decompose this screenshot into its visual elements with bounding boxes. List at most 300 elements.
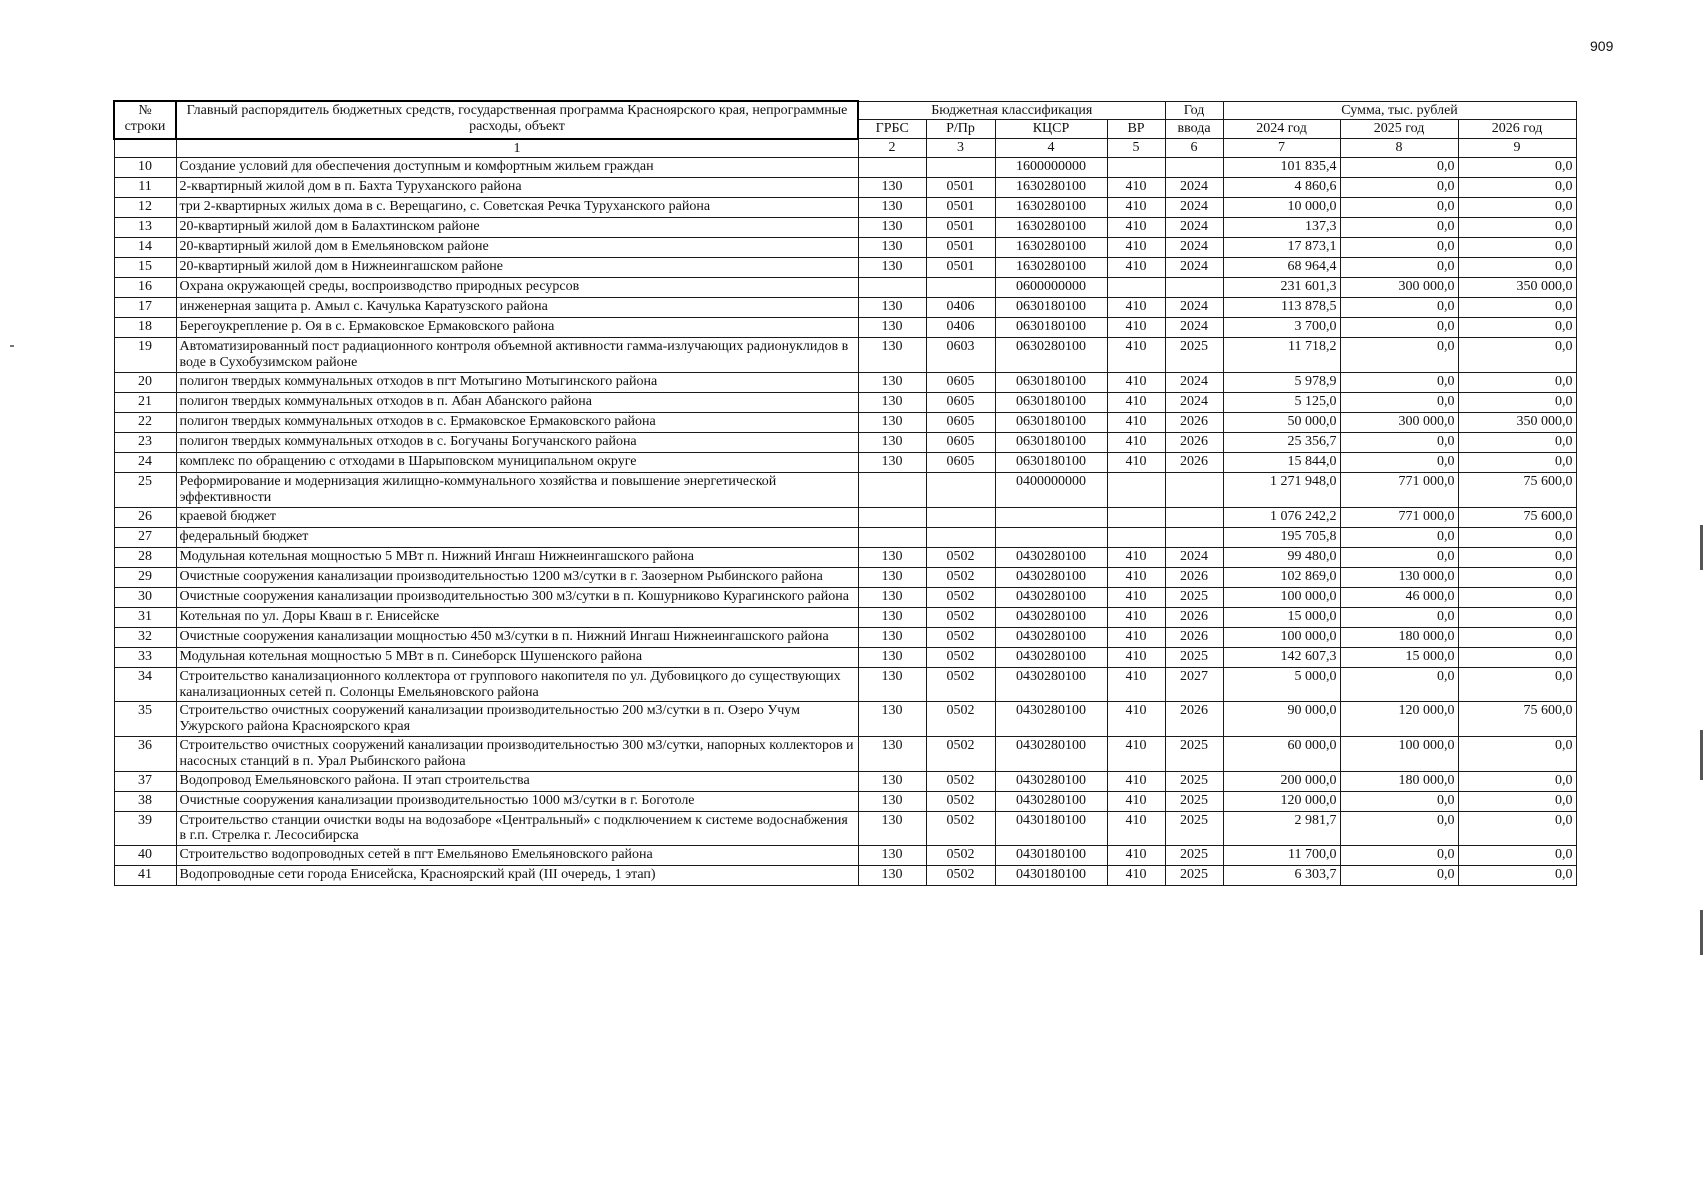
col-num-8: 8	[1340, 139, 1458, 158]
page-number: 909	[1590, 38, 1614, 54]
object-name: Очистные сооружения канализации мощностью 450 м3/сутки в п. Нижний Ингаш Нижнеингашского района	[176, 627, 858, 647]
row-number: 15	[114, 258, 176, 278]
sum-2024: 68 964,4	[1223, 258, 1340, 278]
table-row	[114, 507, 1576, 527]
commission-year: 2027	[1165, 667, 1223, 702]
grbs-code	[858, 158, 926, 178]
row-number: 22	[114, 413, 176, 433]
vr-code: 410	[1107, 453, 1165, 473]
sum-2026: 0,0	[1458, 607, 1576, 627]
commission-year: 2025	[1165, 338, 1223, 373]
sum-2025: 0,0	[1340, 811, 1458, 846]
vr-code: 410	[1107, 338, 1165, 373]
row-number: 30	[114, 587, 176, 607]
col-num-1: 1	[176, 139, 858, 158]
sum-2025: 180 000,0	[1340, 771, 1458, 791]
table-row	[114, 278, 1576, 298]
kcsr-code: 0430280100	[995, 771, 1107, 791]
kcsr-code: 1630280100	[995, 238, 1107, 258]
grbs-code	[858, 507, 926, 527]
rpr-code: 0501	[926, 198, 995, 218]
commission-year: 2025	[1165, 587, 1223, 607]
kcsr-code: 1630280100	[995, 218, 1107, 238]
grbs-code: 130	[858, 453, 926, 473]
grbs-code	[858, 473, 926, 508]
col-num-9: 9	[1458, 139, 1576, 158]
rpr-code: 0502	[926, 791, 995, 811]
commission-year: 2024	[1165, 318, 1223, 338]
sum-2025: 0,0	[1340, 527, 1458, 547]
sum-2026: 350 000,0	[1458, 278, 1576, 298]
header-budget-classification: Бюджетная классификация	[858, 101, 1165, 120]
grbs-code: 130	[858, 318, 926, 338]
row-number: 27	[114, 527, 176, 547]
object-name: 20-квартирный жилой дом в Емельяновском районе	[176, 238, 858, 258]
commission-year	[1165, 507, 1223, 527]
vr-code	[1107, 278, 1165, 298]
sum-2026: 75 600,0	[1458, 473, 1576, 508]
header-name: Главный распорядитель бюджетных средств, государственная программа Красноярского края, непрограммные расходы, объект	[176, 101, 858, 139]
sum-2025: 0,0	[1340, 393, 1458, 413]
grbs-code: 130	[858, 647, 926, 667]
sum-2024: 90 000,0	[1223, 702, 1340, 737]
sum-2025: 0,0	[1340, 607, 1458, 627]
vr-code: 410	[1107, 771, 1165, 791]
object-name: Водопроводные сети города Енисейска, Красноярский край (III очередь, 1 этап)	[176, 866, 858, 886]
rpr-code: 0605	[926, 453, 995, 473]
sum-2026: 0,0	[1458, 587, 1576, 607]
row-number: 33	[114, 647, 176, 667]
commission-year: 2026	[1165, 433, 1223, 453]
table-row	[114, 338, 1576, 373]
rpr-code: 0502	[926, 547, 995, 567]
scan-edge-mark	[1700, 525, 1703, 570]
object-name: Создание условий для обеспечения доступным и комфортным жильем граждан	[176, 158, 858, 178]
rpr-code: 0605	[926, 373, 995, 393]
grbs-code: 130	[858, 866, 926, 886]
commission-year: 2026	[1165, 567, 1223, 587]
commission-year: 2025	[1165, 791, 1223, 811]
table-row	[114, 198, 1576, 218]
header-2025: 2025 год	[1340, 120, 1458, 139]
vr-code: 410	[1107, 791, 1165, 811]
kcsr-code: 1630280100	[995, 198, 1107, 218]
rpr-code: 0501	[926, 258, 995, 278]
grbs-code: 130	[858, 811, 926, 846]
kcsr-code	[995, 507, 1107, 527]
rpr-code: 0406	[926, 318, 995, 338]
sum-2025: 0,0	[1340, 547, 1458, 567]
kcsr-code: 0630180100	[995, 413, 1107, 433]
sum-2026: 0,0	[1458, 393, 1576, 413]
table-row	[114, 607, 1576, 627]
object-name: Берегоукрепление р. Оя в с. Ермаковское Ермаковского района	[176, 318, 858, 338]
sum-2026: 0,0	[1458, 318, 1576, 338]
commission-year: 2025	[1165, 771, 1223, 791]
sum-2026: 0,0	[1458, 158, 1576, 178]
kcsr-code: 0430180100	[995, 811, 1107, 846]
sum-2026: 0,0	[1458, 198, 1576, 218]
rpr-code: 0406	[926, 298, 995, 318]
row-number: 40	[114, 846, 176, 866]
table-row	[114, 258, 1576, 278]
header-vr: ВР	[1107, 120, 1165, 139]
col-num-2: 2	[858, 139, 926, 158]
vr-code: 410	[1107, 647, 1165, 667]
table-row	[114, 547, 1576, 567]
grbs-code: 130	[858, 667, 926, 702]
grbs-code	[858, 527, 926, 547]
object-name: Очистные сооружения канализации производительностью 1000 м3/сутки в г. Боготоле	[176, 791, 858, 811]
header-2024: 2024 год	[1223, 120, 1340, 139]
sum-2024: 11 718,2	[1223, 338, 1340, 373]
commission-year: 2025	[1165, 811, 1223, 846]
sum-2026: 0,0	[1458, 298, 1576, 318]
sum-2024: 102 869,0	[1223, 567, 1340, 587]
row-number: 12	[114, 198, 176, 218]
sum-2024: 200 000,0	[1223, 771, 1340, 791]
sum-2024: 99 480,0	[1223, 547, 1340, 567]
col-num-3: 3	[926, 139, 995, 158]
sum-2026: 0,0	[1458, 667, 1576, 702]
grbs-code: 130	[858, 736, 926, 771]
commission-year: 2026	[1165, 627, 1223, 647]
kcsr-code	[995, 527, 1107, 547]
kcsr-code: 0430280100	[995, 736, 1107, 771]
rpr-code	[926, 473, 995, 508]
vr-code	[1107, 473, 1165, 508]
vr-code: 410	[1107, 811, 1165, 846]
grbs-code: 130	[858, 218, 926, 238]
table-row	[114, 433, 1576, 453]
grbs-code: 130	[858, 607, 926, 627]
sum-2025: 0,0	[1340, 338, 1458, 373]
grbs-code: 130	[858, 547, 926, 567]
row-number: 11	[114, 178, 176, 198]
object-name: Строительство водопроводных сетей в пгт Емельяново Емельяновского района	[176, 846, 858, 866]
rpr-code: 0502	[926, 667, 995, 702]
table-row	[114, 866, 1576, 886]
object-name: Реформирование и модернизация жилищно-коммунального хозяйства и повышение энергетической эффективности	[176, 473, 858, 508]
sum-2024: 4 860,6	[1223, 178, 1340, 198]
table-row	[114, 527, 1576, 547]
row-number: 31	[114, 607, 176, 627]
rpr-code: 0605	[926, 413, 995, 433]
commission-year: 2024	[1165, 198, 1223, 218]
kcsr-code: 0430280100	[995, 702, 1107, 737]
sum-2025: 0,0	[1340, 667, 1458, 702]
sum-2024: 3 700,0	[1223, 318, 1340, 338]
vr-code: 410	[1107, 218, 1165, 238]
vr-code: 410	[1107, 298, 1165, 318]
sum-2025: 0,0	[1340, 238, 1458, 258]
sum-2026: 0,0	[1458, 547, 1576, 567]
object-name: инженерная защита р. Амыл с. Качулька Каратузского района	[176, 298, 858, 318]
table-row	[114, 846, 1576, 866]
vr-code: 410	[1107, 547, 1165, 567]
commission-year: 2024	[1165, 258, 1223, 278]
commission-year	[1165, 527, 1223, 547]
header-grbs: ГРБС	[858, 120, 926, 139]
object-name: 2-квартирный жилой дом в п. Бахта Туруханского района	[176, 178, 858, 198]
table-row	[114, 393, 1576, 413]
col-num-7: 7	[1223, 139, 1340, 158]
sum-2025: 0,0	[1340, 846, 1458, 866]
sum-2026: 0,0	[1458, 627, 1576, 647]
kcsr-code: 0430280100	[995, 647, 1107, 667]
sum-2026: 0,0	[1458, 846, 1576, 866]
rpr-code	[926, 158, 995, 178]
commission-year: 2026	[1165, 702, 1223, 737]
header-2026: 2026 год	[1458, 120, 1576, 139]
header-no-symbol: №	[138, 103, 152, 118]
header-sum: Сумма, тыс. рублей	[1223, 101, 1576, 120]
sum-2024: 15 844,0	[1223, 453, 1340, 473]
sum-2026: 0,0	[1458, 771, 1576, 791]
commission-year: 2025	[1165, 736, 1223, 771]
sum-2024: 17 873,1	[1223, 238, 1340, 258]
object-name: краевой бюджет	[176, 507, 858, 527]
grbs-code: 130	[858, 338, 926, 373]
row-number: 24	[114, 453, 176, 473]
sum-2024: 6 303,7	[1223, 866, 1340, 886]
commission-year: 2025	[1165, 647, 1223, 667]
vr-code: 410	[1107, 373, 1165, 393]
object-name: Строительство очистных сооружений канализации производительностью 200 м3/сутки в п. Озеро Учум Ужурского района Красноярского края	[176, 702, 858, 737]
vr-code: 410	[1107, 702, 1165, 737]
kcsr-code: 0600000000	[995, 278, 1107, 298]
sum-2025: 120 000,0	[1340, 702, 1458, 737]
object-name: полигон твердых коммунальных отходов в п. Абан Абанского района	[176, 393, 858, 413]
sum-2024: 25 356,7	[1223, 433, 1340, 453]
commission-year	[1165, 473, 1223, 508]
grbs-code	[858, 278, 926, 298]
commission-year: 2026	[1165, 607, 1223, 627]
table-row	[114, 298, 1576, 318]
sum-2025: 300 000,0	[1340, 278, 1458, 298]
column-number-row	[114, 139, 1576, 158]
sum-2026: 0,0	[1458, 178, 1576, 198]
grbs-code: 130	[858, 702, 926, 737]
rpr-code: 0502	[926, 866, 995, 886]
rpr-code: 0502	[926, 627, 995, 647]
commission-year: 2024	[1165, 218, 1223, 238]
kcsr-code: 0630180100	[995, 393, 1107, 413]
sum-2024: 11 700,0	[1223, 846, 1340, 866]
sum-2024: 5 125,0	[1223, 393, 1340, 413]
sum-2024: 101 835,4	[1223, 158, 1340, 178]
table-row	[114, 318, 1576, 338]
sum-2025: 0,0	[1340, 258, 1458, 278]
sum-2025: 0,0	[1340, 453, 1458, 473]
sum-2026: 0,0	[1458, 338, 1576, 373]
grbs-code: 130	[858, 298, 926, 318]
vr-code: 410	[1107, 413, 1165, 433]
row-number: 37	[114, 771, 176, 791]
sum-2025: 100 000,0	[1340, 736, 1458, 771]
grbs-code: 130	[858, 587, 926, 607]
row-number: 18	[114, 318, 176, 338]
kcsr-code: 0430280100	[995, 627, 1107, 647]
object-name: Строительство очистных сооружений канализации производительностью 300 м3/сутки, напорных коллекторов и насосных станций в п. Урал Рыбинского района	[176, 736, 858, 771]
sum-2026: 0,0	[1458, 258, 1576, 278]
rpr-code: 0501	[926, 218, 995, 238]
grbs-code: 130	[858, 178, 926, 198]
row-number: 14	[114, 238, 176, 258]
row-number: 41	[114, 866, 176, 886]
grbs-code: 130	[858, 393, 926, 413]
row-number: 25	[114, 473, 176, 508]
row-number: 32	[114, 627, 176, 647]
vr-code: 410	[1107, 607, 1165, 627]
kcsr-code: 0430180100	[995, 846, 1107, 866]
row-number: 21	[114, 393, 176, 413]
sum-2026: 0,0	[1458, 453, 1576, 473]
commission-year: 2024	[1165, 393, 1223, 413]
grbs-code: 130	[858, 627, 926, 647]
col-num-0	[114, 139, 176, 158]
commission-year: 2024	[1165, 238, 1223, 258]
object-name: три 2-квартирных жилых дома в с. Верещагино, с. Советская Речка Туруханского района	[176, 198, 858, 218]
sum-2026: 75 600,0	[1458, 507, 1576, 527]
col-num-4: 4	[995, 139, 1107, 158]
sum-2024: 50 000,0	[1223, 413, 1340, 433]
sum-2024: 100 000,0	[1223, 627, 1340, 647]
row-number: 28	[114, 547, 176, 567]
sum-2024: 231 601,3	[1223, 278, 1340, 298]
table-row	[114, 238, 1576, 258]
table-row	[114, 736, 1576, 771]
row-number: 16	[114, 278, 176, 298]
commission-year	[1165, 158, 1223, 178]
commission-year: 2024	[1165, 298, 1223, 318]
sum-2026: 0,0	[1458, 811, 1576, 846]
object-name: Модульная котельная мощностью 5 МВт в п. Синеборск Шушенского района	[176, 647, 858, 667]
sum-2024: 5 978,9	[1223, 373, 1340, 393]
vr-code: 410	[1107, 433, 1165, 453]
commission-year: 2024	[1165, 547, 1223, 567]
sum-2025: 0,0	[1340, 178, 1458, 198]
header-no-label: строки	[124, 118, 166, 134]
sum-2024: 1 076 242,2	[1223, 507, 1340, 527]
row-number: 23	[114, 433, 176, 453]
rpr-code: 0502	[926, 846, 995, 866]
row-number: 39	[114, 811, 176, 846]
row-number: 38	[114, 791, 176, 811]
sum-2024: 100 000,0	[1223, 587, 1340, 607]
sum-2024: 2 981,7	[1223, 811, 1340, 846]
sum-2025: 130 000,0	[1340, 567, 1458, 587]
table-row	[114, 413, 1576, 433]
object-name: Модульная котельная мощностью 5 МВт п. Нижний Ингаш Нижнеингашского района	[176, 547, 858, 567]
kcsr-code: 0630180100	[995, 318, 1107, 338]
table-row	[114, 218, 1576, 238]
vr-code: 410	[1107, 393, 1165, 413]
rpr-code: 0502	[926, 811, 995, 846]
kcsr-code: 0630180100	[995, 453, 1107, 473]
commission-year	[1165, 278, 1223, 298]
sum-2024: 113 878,5	[1223, 298, 1340, 318]
vr-code	[1107, 158, 1165, 178]
grbs-code: 130	[858, 373, 926, 393]
sum-2024: 195 705,8	[1223, 527, 1340, 547]
commission-year: 2024	[1165, 373, 1223, 393]
rpr-code: 0605	[926, 393, 995, 413]
rpr-code: 0501	[926, 238, 995, 258]
row-number: 10	[114, 158, 176, 178]
kcsr-code: 0630180100	[995, 373, 1107, 393]
vr-code: 410	[1107, 318, 1165, 338]
grbs-code: 130	[858, 258, 926, 278]
vr-code: 410	[1107, 736, 1165, 771]
grbs-code: 130	[858, 771, 926, 791]
table-row	[114, 473, 1576, 508]
row-number: 36	[114, 736, 176, 771]
sum-2024: 60 000,0	[1223, 736, 1340, 771]
sum-2025: 46 000,0	[1340, 587, 1458, 607]
sum-2024: 142 607,3	[1223, 647, 1340, 667]
object-name: Котельная по ул. Доры Кваш в г. Енисейске	[176, 607, 858, 627]
sum-2024: 10 000,0	[1223, 198, 1340, 218]
sum-2026: 0,0	[1458, 238, 1576, 258]
sum-2026: 0,0	[1458, 567, 1576, 587]
rpr-code	[926, 527, 995, 547]
kcsr-code: 0430180100	[995, 866, 1107, 886]
sum-2026: 0,0	[1458, 791, 1576, 811]
vr-code: 410	[1107, 238, 1165, 258]
vr-code: 410	[1107, 627, 1165, 647]
vr-code	[1107, 507, 1165, 527]
grbs-code: 130	[858, 433, 926, 453]
sum-2026: 0,0	[1458, 736, 1576, 771]
scan-edge-mark	[1700, 910, 1703, 955]
rpr-code: 0502	[926, 736, 995, 771]
sum-2026: 0,0	[1458, 218, 1576, 238]
sum-2024: 1 271 948,0	[1223, 473, 1340, 508]
rpr-code: 0605	[926, 433, 995, 453]
sum-2025: 0,0	[1340, 218, 1458, 238]
rpr-code: 0502	[926, 587, 995, 607]
header-row-number	[114, 101, 176, 139]
row-number: 13	[114, 218, 176, 238]
commission-year: 2025	[1165, 866, 1223, 886]
vr-code: 410	[1107, 178, 1165, 198]
commission-year: 2024	[1165, 178, 1223, 198]
table-row	[114, 567, 1576, 587]
sum-2025: 300 000,0	[1340, 413, 1458, 433]
col-num-6: 6	[1165, 139, 1223, 158]
object-name: полигон твердых коммунальных отходов в с. Ермаковское Ермаковского района	[176, 413, 858, 433]
object-name: Очистные сооружения канализации производительностью 300 м3/сутки в п. Кошурниково Курагинского района	[176, 587, 858, 607]
sum-2024: 120 000,0	[1223, 791, 1340, 811]
sum-2025: 0,0	[1340, 791, 1458, 811]
sum-2024: 137,3	[1223, 218, 1340, 238]
sum-2025: 0,0	[1340, 373, 1458, 393]
table-row	[114, 667, 1576, 702]
grbs-code: 130	[858, 198, 926, 218]
rpr-code: 0502	[926, 702, 995, 737]
object-name: полигон твердых коммунальных отходов в пгт Мотыгино Мотыгинского района	[176, 373, 858, 393]
kcsr-code: 0430280100	[995, 791, 1107, 811]
object-name: Водопровод Емельяновского района. II этап строительства	[176, 771, 858, 791]
grbs-code: 130	[858, 238, 926, 258]
kcsr-code: 0430280100	[995, 667, 1107, 702]
row-number: 35	[114, 702, 176, 737]
row-number: 20	[114, 373, 176, 393]
rpr-code	[926, 278, 995, 298]
sum-2025: 0,0	[1340, 298, 1458, 318]
vr-code: 410	[1107, 567, 1165, 587]
